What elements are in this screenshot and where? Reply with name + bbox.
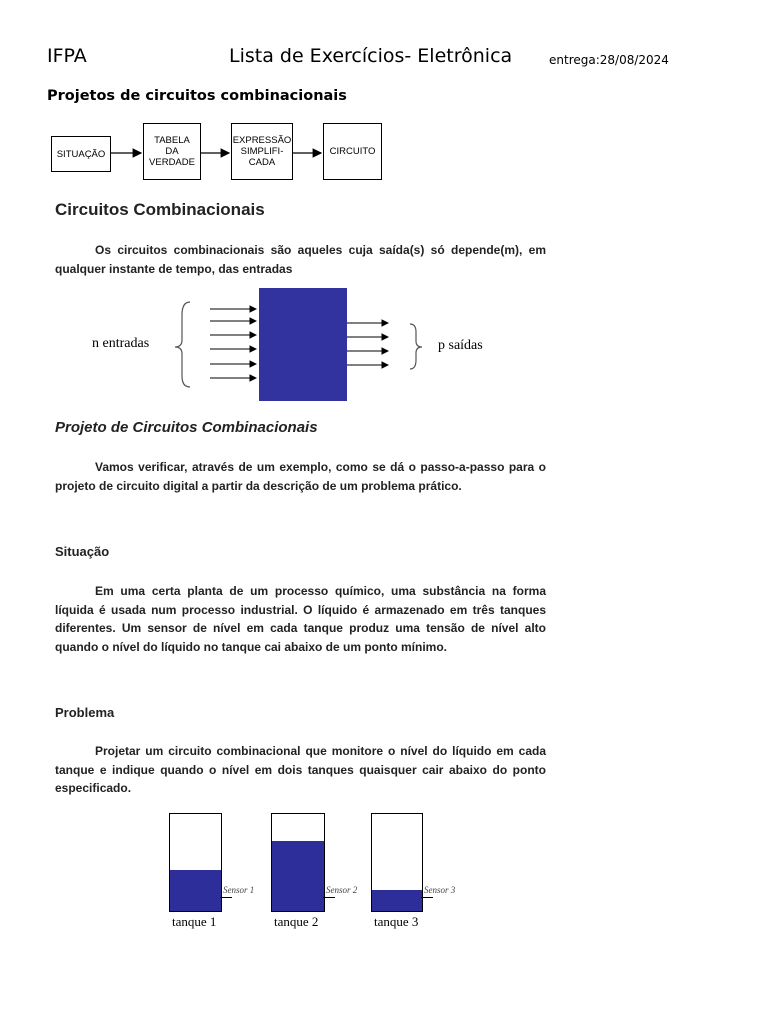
section-text-projeto: Vamos verificar, através de um exemplo, como se dá o passo-a-passo para o projeto de circuito digital a partir da descrição de um problema prático. <box>55 460 546 493</box>
section-text-circuitos: Os circuitos combinacionais são aqueles cuja saída(s) só depende(m), em qualquer instante de tempo, das entradas <box>55 243 546 276</box>
tank-1-liquid <box>170 870 221 911</box>
outputs-brace <box>410 324 422 369</box>
document-title: Lista de Exercícios- Eletrônica <box>229 45 513 67</box>
flow-box-expressao: EXPRESSÃO SIMPLIFI- CADA <box>231 123 293 180</box>
tank-1-label: tanque 1 <box>172 914 217 929</box>
flow-arrows <box>0 0 400 190</box>
inputs-brace <box>175 302 190 387</box>
flow-box-situacao: SITUAÇÃO <box>51 136 111 172</box>
section-subtitle: Projetos de circuitos combinacionais <box>47 88 347 104</box>
sensor-3-marker <box>421 897 433 898</box>
tank-3-liquid <box>372 890 422 911</box>
sensor-1-label: Sensor 1 <box>223 885 255 895</box>
tank-2-liquid <box>272 841 324 911</box>
tank-3 <box>371 813 423 912</box>
section-title-projeto: Projeto de Circuitos Combinacionais <box>55 419 318 436</box>
due-date: entrega:28/08/2024 <box>549 53 669 67</box>
problema-title: Problema <box>55 705 115 720</box>
flow-box-circuito: CIRCUITO <box>323 123 382 180</box>
outputs-label: p saídas <box>438 338 483 353</box>
sensor-2-label: Sensor 2 <box>326 885 358 895</box>
combinational-block <box>259 288 347 401</box>
blackbox-diagram <box>170 280 440 410</box>
problema-text: Projetar um circuito combinacional que monitore o nível do líquido em cada tanque e indique quando o nível em dois tanques quaisquer cair abaixo do ponto especificado. <box>55 744 546 795</box>
tank-3-label: tanque 3 <box>374 914 419 929</box>
flow-box-tabela: TABELA DA VERDADE <box>143 123 201 180</box>
tank-2-label: tanque 2 <box>274 914 319 929</box>
situacao-title: Situação <box>55 544 110 559</box>
inputs-label: n entradas <box>92 336 150 351</box>
tank-1 <box>169 813 222 912</box>
tank-2 <box>271 813 325 912</box>
situacao-text: Em uma certa planta de um processo químico, uma substância na forma líquida é usada num processo industrial. O líquido é armazenado em três tanques diferentes. Um sensor de nível em cada tanque produz uma tensão de nível alto quando o nível do líquido no tanque cai abaixo de um ponto mínimo. <box>55 584 546 654</box>
section-title-circuitos: Circuitos Combinacionais <box>55 200 265 219</box>
sensor-1-marker <box>220 897 232 898</box>
institution-label: IFPA <box>47 45 87 67</box>
sensor-3-label: Sensor 3 <box>424 885 456 895</box>
sensor-2-marker <box>323 897 335 898</box>
